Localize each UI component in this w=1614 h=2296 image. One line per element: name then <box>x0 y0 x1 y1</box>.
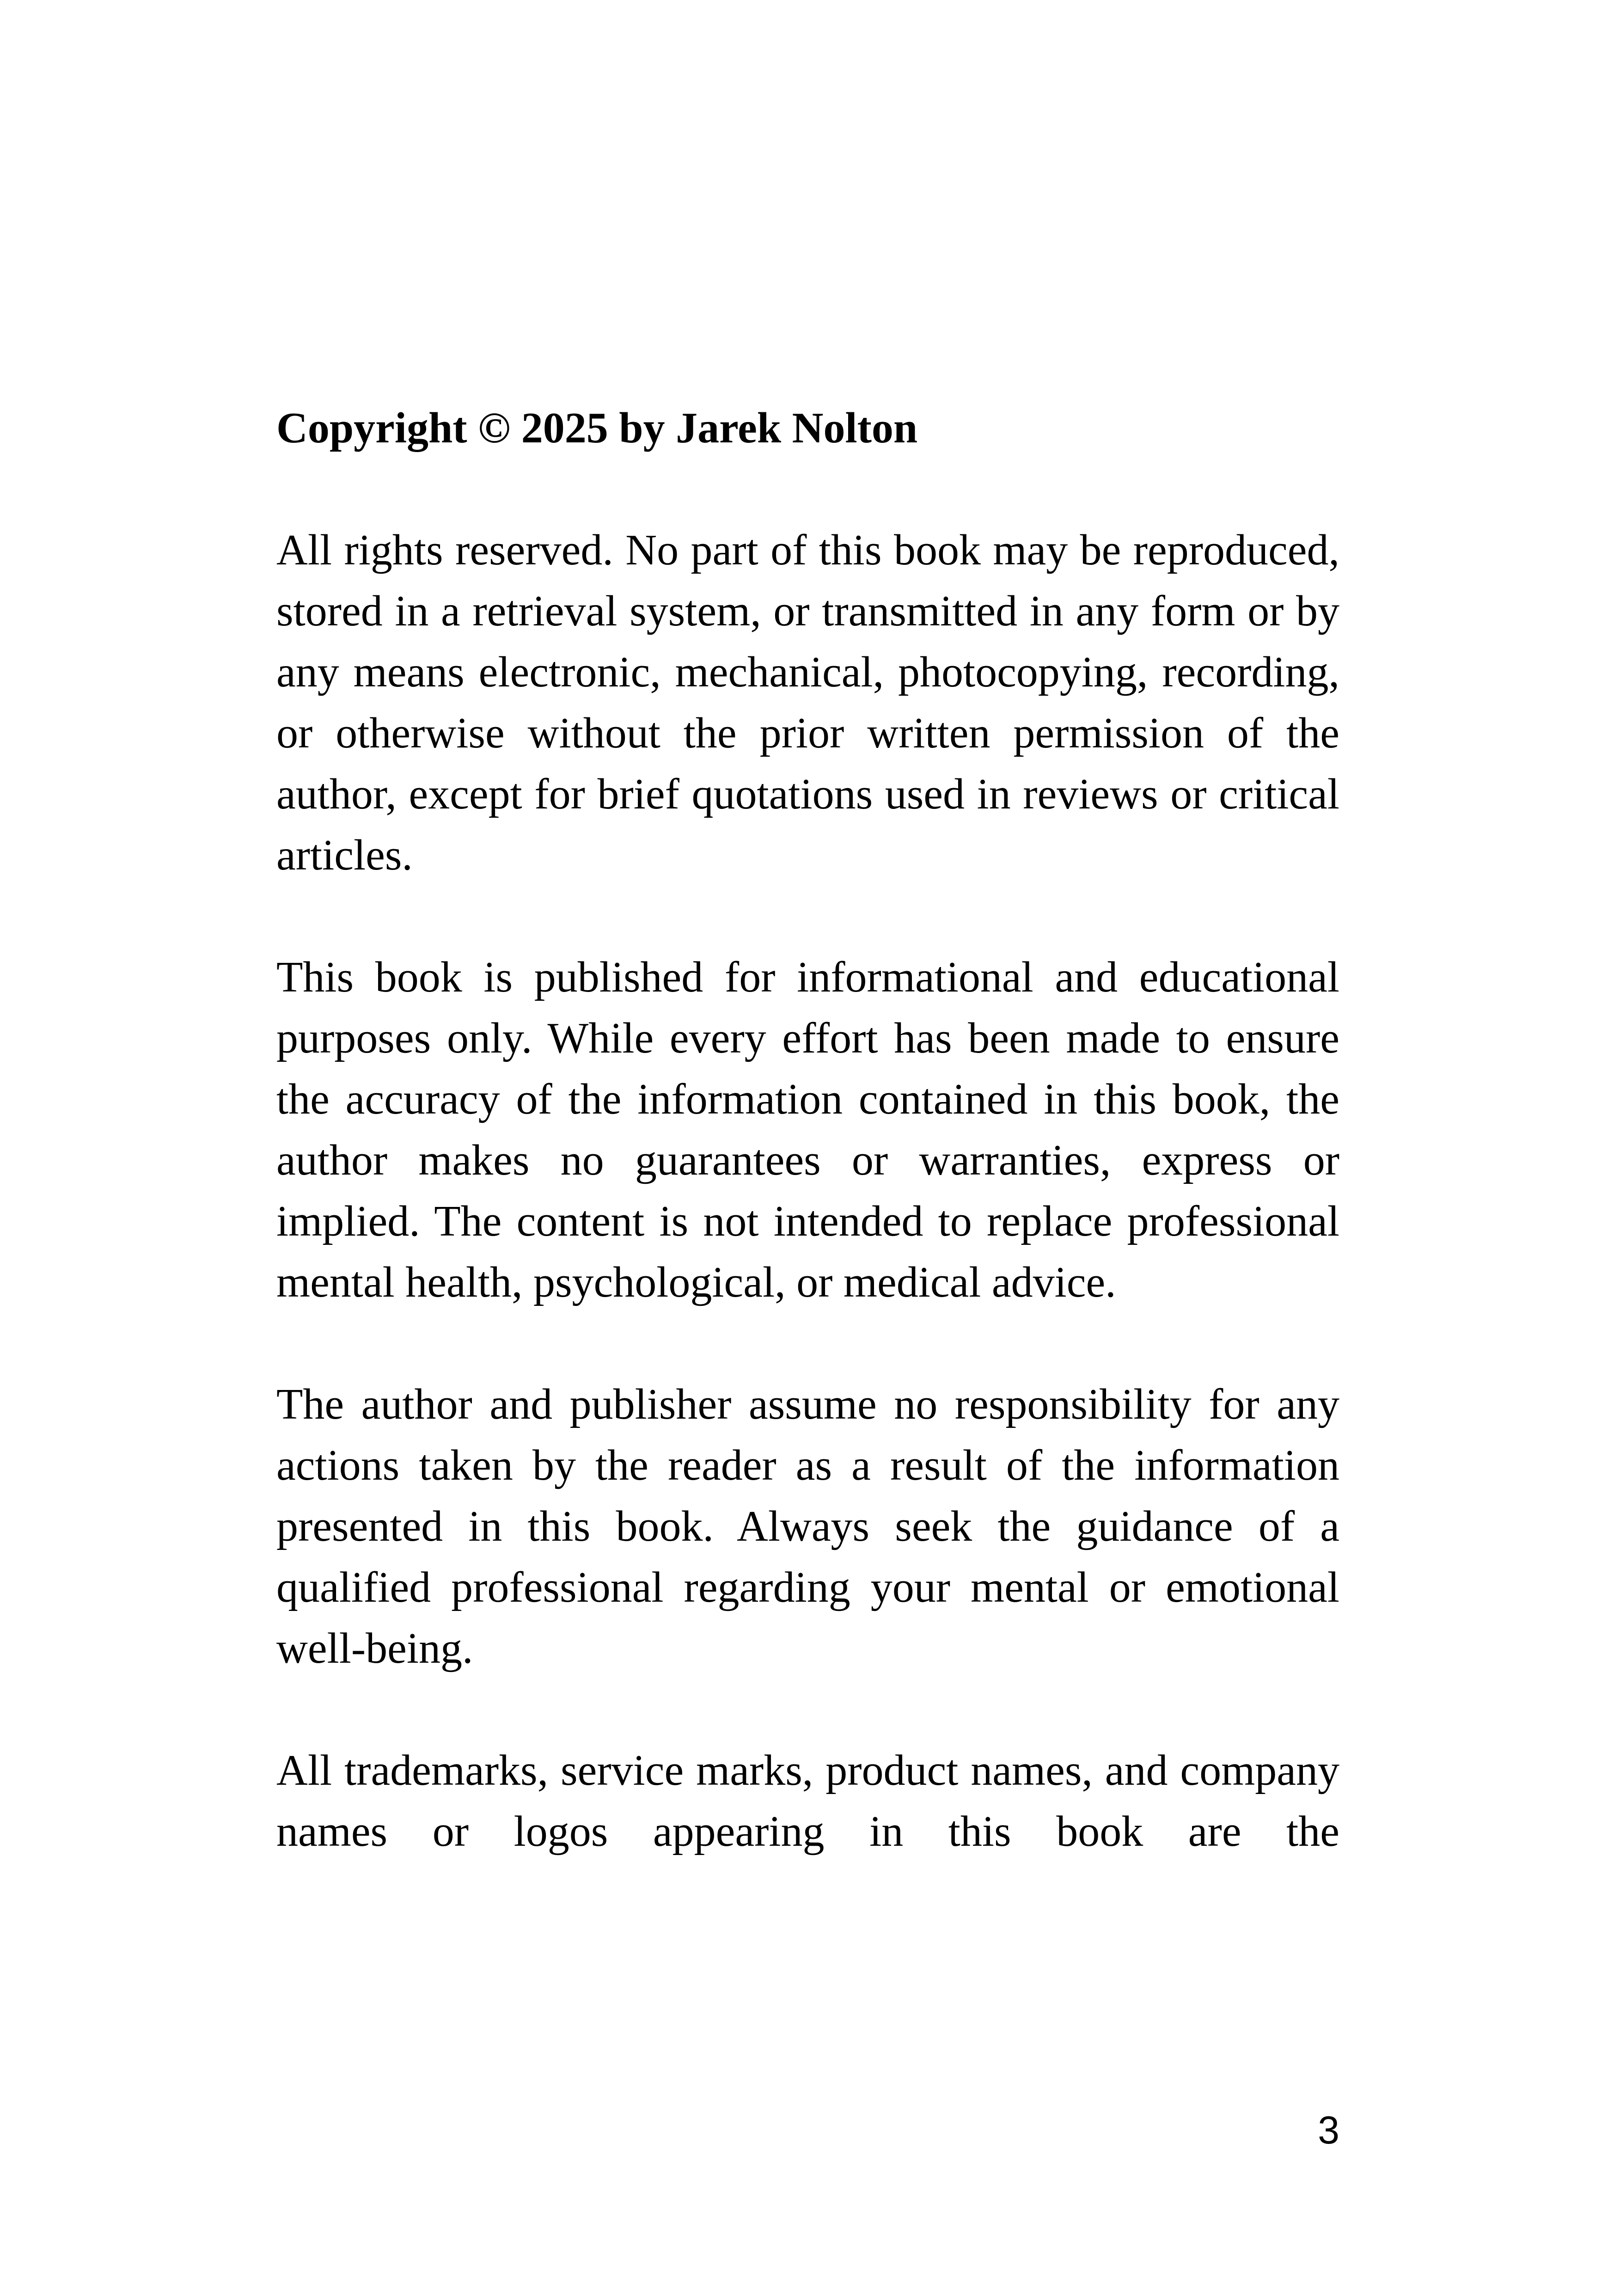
copyright-heading: Copyright © 2025 by Jarek Nolton <box>276 404 918 452</box>
disclaimer-paragraph: This book is published for informational and educational purposes only. While every effort has been made to ensure the accuracy of the information contained in this book, the author makes no guarantees or warranties, express or implied. The content is not intended to replace professional mental health, psychological, or medical advice. <box>276 953 1339 1306</box>
responsibility-paragraph: The author and publisher assume no responsibility for any actions taken by the reader as a result of the information presented in this book. Always seek the guidance of a qualified professional regarding your mental or emotional well-being. <box>276 1380 1339 1672</box>
copyright-content <box>276 398 1339 1862</box>
trademarks-paragraph: All trademarks, service marks, product names, and company names or logos appearing in this book are the <box>276 1746 1339 1855</box>
rights-reserved-paragraph: All rights reserved. No part of this book may be reproduced, stored in a retrieval system, or transmitted in any form or by any means electronic, mechanical, photocopying, recording, or otherwise without the prior written permission of the author, except for brief quotations used in reviews or critical articles. <box>276 526 1339 879</box>
page-number: 3 <box>1318 2108 1339 2152</box>
